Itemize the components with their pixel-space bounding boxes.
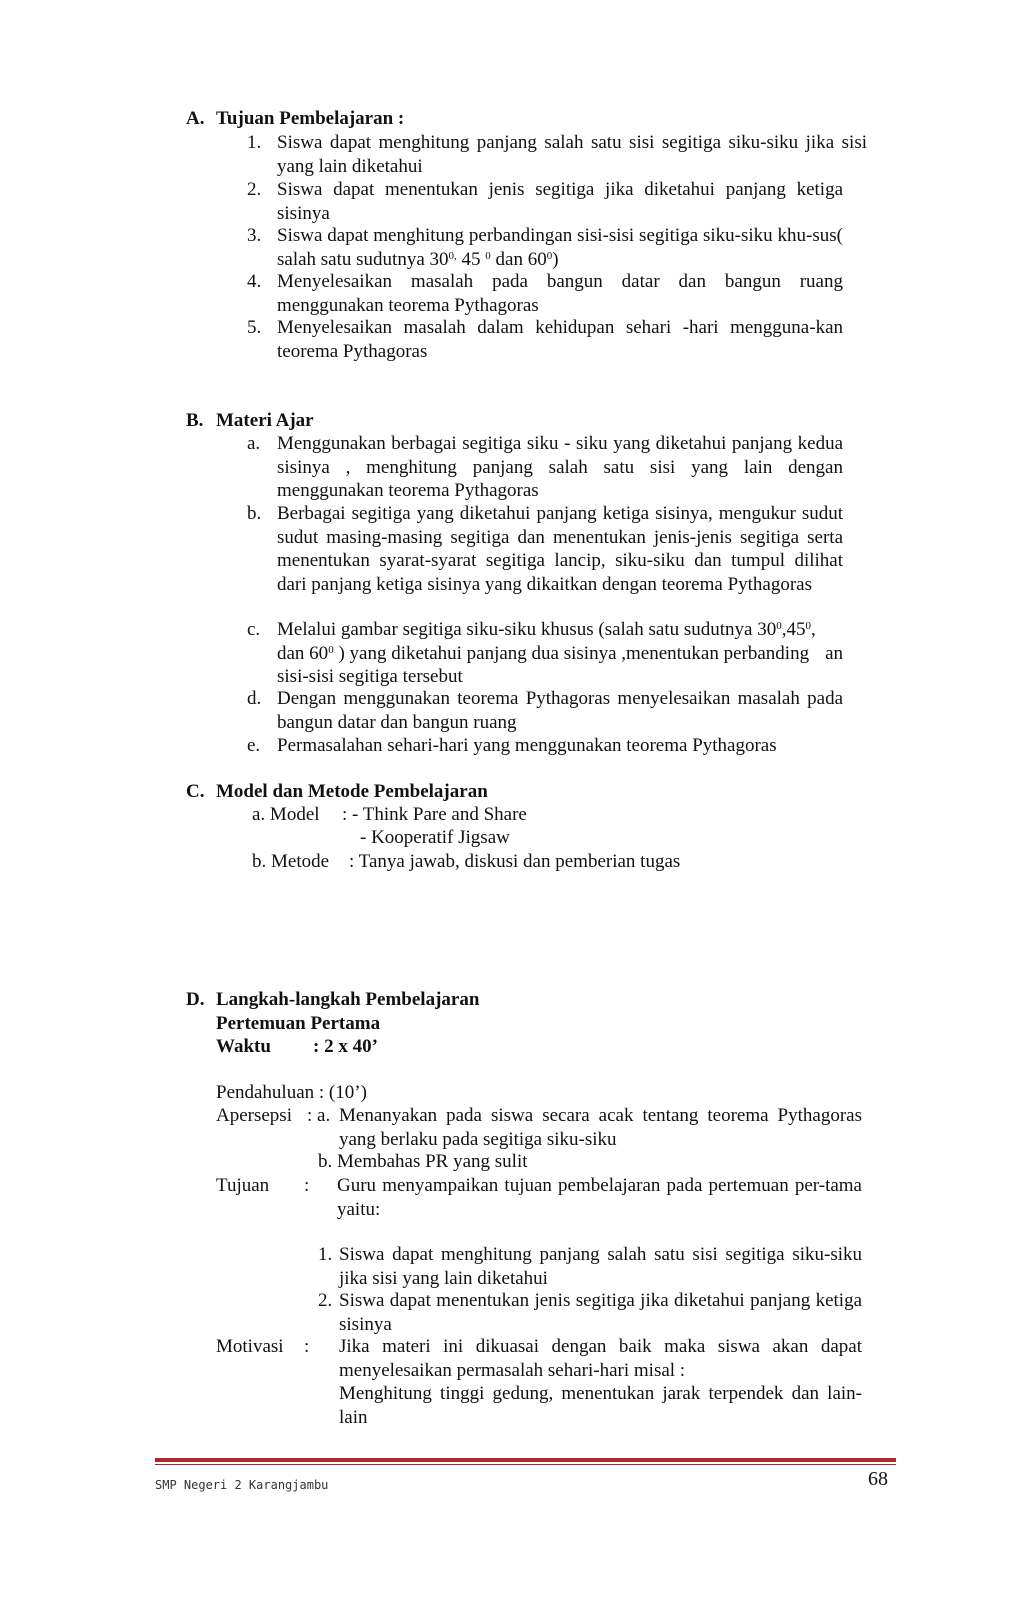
item-text: Permasalahan sehari-hari yang menggunakan teorema Pythagoras xyxy=(277,735,777,756)
list-item xyxy=(247,178,867,225)
list-item xyxy=(247,687,867,734)
list-item xyxy=(247,432,867,503)
item-number: b. xyxy=(247,503,262,524)
footer-school: SMP Negeri 2 Karangjambu xyxy=(155,1478,329,1492)
item-number: c. xyxy=(247,619,261,640)
item-text: Berbagai segitiga yang diketahui panjang ketiga sisinya, mengukur sudut sudut masing-masing segitiga dan menentukan jenis-jenis segitiga serta menentukan syarat-syarat segitiga lancip, siku-siku dan tumpul dilihat dari panjang ketiga sisinya yang dikaitkan dengan teorema Pythagoras xyxy=(277,503,843,595)
section-a-letter: A. xyxy=(186,108,205,129)
item-text: Siswa dapat menentukan jenis segitiga jika diketahui panjang ketiga sisinya xyxy=(277,179,843,224)
item-number: e. xyxy=(247,735,261,756)
section-c-heading xyxy=(186,780,488,804)
section-a-title: Tujuan Pembelajaran : xyxy=(216,108,405,129)
footer-rule-thick xyxy=(155,1458,896,1462)
page-number: 68 xyxy=(868,1468,888,1490)
waktu-value: : 2 x 40’ xyxy=(313,1036,378,1057)
apersepsi-b-text: b. Membahas PR yang sulit xyxy=(318,1151,528,1172)
pendahuluan-label: Pendahuluan : (10’) xyxy=(216,1082,367,1103)
list-item xyxy=(247,131,867,178)
item-number: d. xyxy=(247,688,262,709)
section-c-title: Model dan Metode Pembelajaran xyxy=(216,781,488,802)
item-text: Menyelesaikan masalah dalam kehidupan sehari -hari mengguna-kan teorema Pythagoras xyxy=(277,317,843,362)
item-text: Melalui gambar segitiga siku-siku khusus (salah satu sudutnya $30^0,45^0$, dan $60^0$ ) yang diketahui panjang dua sisinya ,menentukan perbanding an sisi-sisi segitiga tersebut xyxy=(277,619,844,687)
item-number: 5. xyxy=(247,317,262,338)
section-c-letter: C. xyxy=(186,781,205,802)
model-value-2: - Kooperatif Jigsaw xyxy=(360,827,510,848)
footer-rule-thin xyxy=(155,1464,896,1465)
apersepsi-a-text: Menanyakan pada siswa secara acak tentang teorema Pythagoras yang berlaku pada segitiga siku-siku xyxy=(339,1105,862,1150)
tujuan-1-num: 1. xyxy=(318,1244,333,1265)
motivasi-text: Jika materi ini dikuasai dengan baik maka siswa akan dapat menyelesaikan permasalah sehari-hari misal : xyxy=(339,1336,862,1381)
item-text: Siswa dapat menghitung perbandingan sisi-sisi segitiga siku-siku khu-sus( salah satu sudutnya $30^{0,}$ 45 $^0$ dan $60^0$) xyxy=(277,225,843,270)
model-value-1: : - Think Pare and Share xyxy=(342,804,527,825)
section-d-letter: D. xyxy=(186,989,205,1010)
tujuan-1-text: Siswa dapat menghitung panjang salah satu sisi segitiga siku-siku jika sisi yang lain diketahui xyxy=(339,1244,862,1289)
item-number: 3. xyxy=(247,225,262,246)
tujuan-text: Guru menyampaikan tujuan pembelajaran pada pertemuan per-tama yaitu: xyxy=(337,1175,862,1220)
apersepsi-marker: : a. xyxy=(307,1105,331,1126)
item-number: a. xyxy=(247,433,261,454)
tujuan-label: Tujuan xyxy=(216,1175,270,1196)
section-b-heading xyxy=(186,409,314,433)
metode-value: : Tanya jawab, diskusi dan pemberian tugas xyxy=(349,851,681,872)
meeting-subtitle: Pertemuan Pertama xyxy=(216,1013,381,1034)
metode-label: b. Metode xyxy=(252,851,330,872)
list-item xyxy=(247,270,867,317)
waktu-label: Waktu xyxy=(216,1036,271,1057)
motivasi-text-2: Menghitung tinggi gedung, menentukan jarak terpendek dan lain-lain xyxy=(339,1383,862,1428)
tujuan-sep: : xyxy=(304,1175,310,1196)
item-text: Menggunakan berbagai segitiga siku - siku yang diketahui panjang kedua sisinya , menghitung panjang salah satu sisi yang lain dengan menggunakan teorema Pythagoras xyxy=(277,433,843,501)
tujuan-2-text: Siswa dapat menentukan jenis segitiga jika diketahui panjang ketiga sisinya xyxy=(339,1290,862,1335)
tujuan-2-num: 2. xyxy=(318,1290,333,1311)
motivasi-sep: : xyxy=(304,1336,310,1357)
section-b-letter: B. xyxy=(186,410,204,431)
item-number: 4. xyxy=(247,271,262,292)
motivasi-label: Motivasi xyxy=(216,1336,284,1357)
list-item xyxy=(247,316,867,363)
list-item xyxy=(247,734,867,758)
item-text: Dengan menggunakan teorema Pythagoras menyelesaikan masalah pada bangun datar dan bangun ruang xyxy=(277,688,843,733)
section-d-heading xyxy=(186,988,479,1012)
item-number: 1. xyxy=(247,132,262,153)
list-item xyxy=(247,502,867,596)
item-text: Menyelesaikan masalah pada bangun datar dan bangun ruang menggunakan teorema Pythagoras xyxy=(277,271,843,316)
section-a-heading xyxy=(186,107,404,131)
section-d-title: Langkah-langkah Pembelajaran xyxy=(216,989,480,1010)
section-b-title: Materi Ajar xyxy=(216,410,314,431)
item-number: 2. xyxy=(247,179,262,200)
model-label: a. Model xyxy=(252,804,320,825)
list-item xyxy=(247,618,887,689)
item-text: Siswa dapat menghitung panjang salah satu sisi segitiga siku-siku jika sisi yang lain diketahui xyxy=(277,132,867,177)
list-item xyxy=(247,224,867,271)
apersepsi-label: Apersepsi xyxy=(216,1105,292,1126)
